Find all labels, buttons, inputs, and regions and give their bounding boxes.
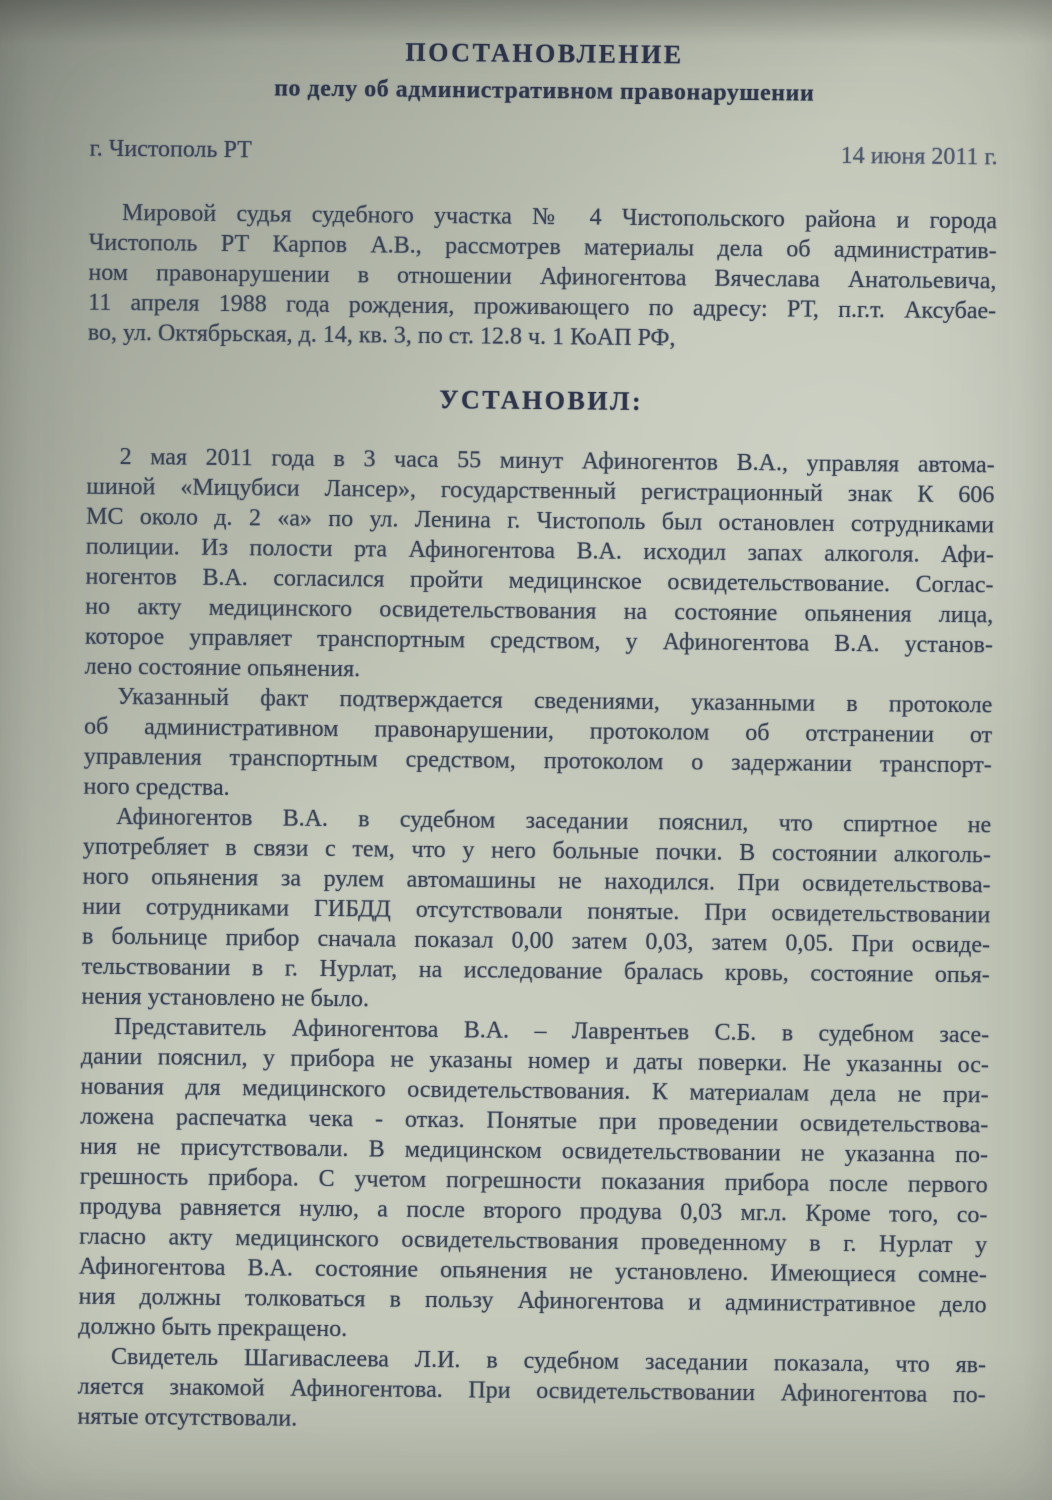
paragraph-defendant-statement: [81, 802, 991, 1021]
place-date-row: [89, 134, 997, 173]
text-line: Афиногентов В.А. в судебном заседании пояснил, что спиртное не: [116, 803, 992, 839]
paragraph-evidence: [83, 682, 992, 811]
text-line: во, ул. Октябрьская, д. 14, кв. 3, по ст. 12.8 ч. 1 КоАП РФ,: [87, 319, 676, 352]
text-line: нии сотрудниками ГИБДД отсутствовали понятые. При освидетельствовании: [82, 893, 991, 929]
text-line: управления транспортным средством, протоколом о задержании транспорт-: [83, 743, 992, 779]
text-line: но акту медицинского освидетельствования на состояние опьянения лица,: [85, 593, 994, 629]
document-page: [77, 34, 998, 1441]
text-line: ляется знакомой Афиногентова. При освидетельствовании Афиногентова по-: [77, 1373, 986, 1409]
text-line: лено состояние опьянения.: [84, 653, 361, 683]
text-line: ния должны толковаться в пользу Афиногентова и административное дело: [78, 1283, 987, 1319]
text-line: которое управляет транспортным средством, у Афиногентова В.А. установ-: [84, 623, 994, 659]
text-line: Афиногентова В.А. состояние опьянения не установлено. Имеющиеся сомне-: [78, 1253, 987, 1289]
paragraph-incident: [85, 442, 995, 691]
text-line: в больнице прибор сначала показал 0,00 затем 0,03, затем 0,05. При освиде-: [81, 923, 991, 959]
text-line: нования для медицинского освидетельствования. К материалам дела не при-: [80, 1073, 989, 1109]
text-line: МС около д. 2 «а» по ул. Ленина г. Чистополь был остановлен сотрудниками: [85, 503, 995, 539]
text-line: дании пояснил, у прибора не указаны номер и даты поверки. Не указанны ос-: [80, 1043, 989, 1079]
text-line: ного опьянения за рулем автомашины не находился. При освидетельствова-: [82, 863, 991, 899]
text-line: грешность прибора. С учетом погрешности показания прибора после первого: [79, 1163, 988, 1199]
text-line: продува равняется нулю, а после второго продува 0,03 мг.л. Кроме того, со-: [79, 1193, 988, 1229]
text-line: ложена распечатка чека - отказ. Понятые при проведении освидетельствова-: [80, 1103, 989, 1139]
section-heading-ustanovil: УСТАНОВИЛ:: [439, 385, 644, 416]
text-line: ногентов В.А. согласился пройти медицинское освидетельствование. Соглас-: [85, 563, 994, 599]
text-line: 11 апреля 1988 года рождения, проживающего по адресу: РТ, п.г.т. Аксубае-: [88, 289, 997, 325]
text-line: Указанный факт подтверждается сведениями, указанными в протоколе: [117, 683, 993, 719]
text-line: тельствовании в г. Нурлат, на исследование бралась кровь, состояние опья-: [81, 953, 990, 989]
text-line: ния не присутствовали. В медицинском освидетельствовании не указанна по-: [79, 1133, 989, 1169]
text-line: должно быть прекращено.: [78, 1313, 348, 1343]
text-line: полиции. Из полости рта Афиногентова В.А. исходил запах алкоголя. Афи-: [85, 533, 994, 569]
text-line: Свидетель Шагиваслеева Л.И. в судебном заседании показала, что яв-: [110, 1343, 987, 1379]
text-line: Чистополь РТ Карпов А.В., рассмотрев материалы дела об административ-: [88, 229, 997, 265]
text-line: шиной «Мицубиси Лансер», государственный регистрационный знак К 606: [86, 473, 995, 509]
paragraph-representative-statement: [78, 1012, 989, 1351]
document-place: г. Чистополь РТ: [89, 135, 252, 164]
text-line: нятые отсутствовали.: [77, 1403, 298, 1432]
document-title: ПОСТАНОВЛЕНИЕ: [405, 37, 684, 70]
text-line: гласно акту медицинского освидетельствования проведенному в г. Нурлат у: [79, 1223, 988, 1259]
text-line: Мировой судья судебного участка № 4 Чистопольского района и города: [121, 199, 998, 235]
intro-paragraph: [88, 198, 997, 357]
paragraph-witness-statement: [77, 1342, 986, 1441]
text-line: ного средства.: [83, 773, 230, 802]
text-line: Представитель Афиногентова В.А. – Лаврентьев С.Б. в судебном засе-: [114, 1013, 990, 1049]
text-line: 2 мая 2011 года в 3 часа 55 минут Афиногентов В.А., управляя автома-: [119, 443, 995, 479]
text-line: ном правонарушении в отношении Афиногентова Вячеслава Анатольевича,: [88, 259, 997, 295]
text-line: нения установлено не было.: [81, 983, 370, 1013]
text-line: употребляет в связи с тем, что у него больные почки. В состоянии алкоголь-: [82, 833, 992, 869]
text-line: об административном правонарушении, протоколом об отстранении от: [83, 713, 993, 749]
document-date: 14 июня 2011 г.: [840, 142, 998, 171]
document-subtitle: по делу об административном правонарушении: [274, 75, 815, 107]
